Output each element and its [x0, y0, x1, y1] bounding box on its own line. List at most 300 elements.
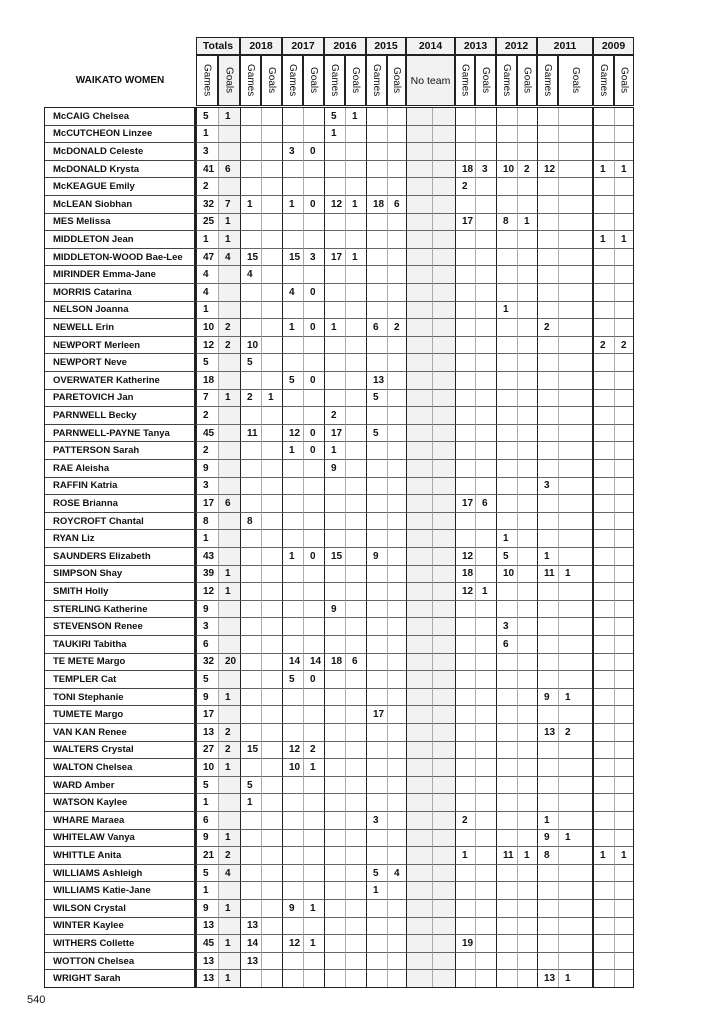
- column-group-y2016: 2016: [324, 37, 366, 55]
- cell-2014_b: [432, 512, 455, 531]
- cell-2011_gl: 1: [558, 688, 593, 707]
- cell-2012_gl: [517, 881, 537, 900]
- cell-2009_g: [593, 952, 614, 971]
- cell-2014_b: [432, 723, 455, 742]
- cell-totals_gl: 4: [218, 248, 240, 267]
- cell-2016_g: [324, 776, 345, 795]
- cell-totals_gl: 1: [218, 213, 240, 232]
- cell-2018_g: [240, 213, 261, 232]
- cell-2016_g: [324, 881, 345, 900]
- cell-2014_a: [406, 653, 432, 672]
- cell-2018_g: 15: [240, 248, 261, 267]
- cell-2009_gl: [614, 494, 634, 513]
- cell-2017_gl: 0: [303, 670, 324, 689]
- cell-2016_gl: [345, 529, 366, 548]
- player-name: McDONALD Celeste: [44, 142, 196, 161]
- cell-2016_g: [324, 758, 345, 777]
- cell-2014_b: [432, 969, 455, 988]
- cell-2016_g: [324, 512, 345, 531]
- cell-2013_gl: [475, 811, 496, 830]
- cell-2009_gl: [614, 670, 634, 689]
- cell-2009_gl: [614, 881, 634, 900]
- cell-2015_gl: [387, 424, 406, 443]
- cell-2018_gl: [261, 248, 282, 267]
- cell-2017_g: 3: [282, 142, 303, 161]
- subheader-y2011-games: [537, 55, 558, 106]
- cell-2018_gl: [261, 213, 282, 232]
- cell-2016_gl: 1: [345, 195, 366, 214]
- cell-2013_gl: [475, 142, 496, 161]
- cell-2014_b: [432, 318, 455, 337]
- cell-totals_gl: [218, 424, 240, 443]
- cell-2014_b: [432, 670, 455, 689]
- cell-2018_gl: [261, 424, 282, 443]
- cell-2012_g: [496, 125, 517, 144]
- cell-totals_g: 1: [196, 230, 218, 249]
- cell-2014_b: [432, 265, 455, 284]
- cell-2016_g: [324, 705, 345, 724]
- cell-2009_g: [593, 125, 614, 144]
- cell-2016_g: [324, 723, 345, 742]
- cell-2011_g: 3: [537, 477, 558, 496]
- cell-2018_g: 10: [240, 336, 261, 355]
- cell-2018_g: 4: [240, 265, 261, 284]
- cell-totals_g: 2: [196, 441, 218, 460]
- cell-2016_g: [324, 336, 345, 355]
- cell-2011_gl: [558, 142, 593, 161]
- cell-2015_g: [366, 477, 387, 496]
- cell-2016_g: [324, 582, 345, 601]
- cell-2013_gl: [475, 336, 496, 355]
- cell-2011_gl: [558, 705, 593, 724]
- cell-2011_g: [537, 265, 558, 284]
- cell-2015_gl: [387, 512, 406, 531]
- cell-2015_gl: 2: [387, 318, 406, 337]
- cell-2015_gl: [387, 406, 406, 425]
- cell-2009_g: [593, 424, 614, 443]
- cell-2014_a: [406, 283, 432, 302]
- cell-2014_a: [406, 406, 432, 425]
- cell-2012_gl: [517, 441, 537, 460]
- cell-2009_g: [593, 723, 614, 742]
- cell-2015_g: [366, 969, 387, 988]
- cell-totals_gl: [218, 635, 240, 654]
- cell-2018_gl: [261, 793, 282, 812]
- cell-2014_a: [406, 565, 432, 584]
- cell-2016_g: [324, 265, 345, 284]
- cell-2013_g: 18: [455, 160, 475, 179]
- cell-2018_gl: [261, 723, 282, 742]
- cell-2013_g: [455, 793, 475, 812]
- cell-2015_g: [366, 688, 387, 707]
- cell-2017_gl: [303, 160, 324, 179]
- cell-totals_gl: [218, 477, 240, 496]
- cell-2012_g: [496, 371, 517, 390]
- player-name: PARNWELL Becky: [44, 406, 196, 425]
- cell-totals_gl: 1: [218, 899, 240, 918]
- cell-2016_gl: [345, 635, 366, 654]
- cell-2011_g: [537, 582, 558, 601]
- cell-totals_gl: [218, 301, 240, 320]
- cell-2011_g: [537, 353, 558, 372]
- cell-2017_g: [282, 177, 303, 196]
- cell-2015_gl: [387, 177, 406, 196]
- cell-2016_g: 1: [324, 441, 345, 460]
- subheader-label: Goals: [521, 67, 533, 94]
- cell-2009_g: [593, 142, 614, 161]
- cell-2014_a: [406, 494, 432, 513]
- cell-2015_gl: [387, 741, 406, 760]
- cell-2016_g: [324, 283, 345, 302]
- cell-2018_g: 5: [240, 353, 261, 372]
- cell-2012_g: 6: [496, 635, 517, 654]
- cell-2015_gl: [387, 934, 406, 953]
- cell-2013_g: [455, 441, 475, 460]
- cell-totals_gl: [218, 793, 240, 812]
- cell-2012_gl: [517, 547, 537, 566]
- cell-2016_g: 17: [324, 424, 345, 443]
- cell-2016_gl: [345, 917, 366, 936]
- cell-2013_gl: [475, 653, 496, 672]
- cell-totals_gl: [218, 705, 240, 724]
- cell-2013_g: [455, 248, 475, 267]
- cell-2013_gl: [475, 248, 496, 267]
- cell-2009_gl: [614, 899, 634, 918]
- cell-2014_b: [432, 283, 455, 302]
- cell-2009_gl: [614, 653, 634, 672]
- subheader-y2013-games: [455, 55, 475, 106]
- player-name: NEWELL Erin: [44, 318, 196, 337]
- cell-2015_gl: [387, 547, 406, 566]
- cell-2013_g: [455, 512, 475, 531]
- cell-2011_gl: [558, 670, 593, 689]
- cell-2017_gl: 2: [303, 741, 324, 760]
- cell-2013_g: [455, 318, 475, 337]
- cell-2009_gl: [614, 512, 634, 531]
- player-name: WOTTON Chelsea: [44, 952, 196, 971]
- cell-totals_g: 9: [196, 459, 218, 478]
- cell-2015_g: [366, 934, 387, 953]
- cell-2017_gl: 14: [303, 653, 324, 672]
- cell-2012_g: [496, 952, 517, 971]
- cell-2017_gl: [303, 301, 324, 320]
- cell-totals_g: 8: [196, 512, 218, 531]
- cell-2013_g: [455, 917, 475, 936]
- cell-totals_g: 9: [196, 829, 218, 848]
- cell-2012_gl: [517, 811, 537, 830]
- cell-2012_gl: [517, 107, 537, 126]
- subheader-y2016-games: [324, 55, 345, 106]
- cell-2014_b: [432, 934, 455, 953]
- cell-2017_g: [282, 230, 303, 249]
- cell-2011_gl: 1: [558, 829, 593, 848]
- cell-2018_g: [240, 670, 261, 689]
- cell-2014_a: [406, 705, 432, 724]
- cell-totals_gl: 2: [218, 336, 240, 355]
- subheader-y2016-goals: [345, 55, 366, 106]
- cell-2015_gl: [387, 230, 406, 249]
- cell-2018_g: [240, 829, 261, 848]
- cell-2015_g: [366, 600, 387, 619]
- cell-totals_g: 13: [196, 952, 218, 971]
- cell-2012_gl: [517, 899, 537, 918]
- cell-2011_g: [537, 283, 558, 302]
- cell-2017_gl: 3: [303, 248, 324, 267]
- cell-2018_gl: [261, 142, 282, 161]
- cell-2013_g: 17: [455, 494, 475, 513]
- cell-2018_g: [240, 283, 261, 302]
- cell-2016_gl: [345, 142, 366, 161]
- cell-2015_gl: [387, 688, 406, 707]
- cell-2016_g: 17: [324, 248, 345, 267]
- cell-2009_gl: [614, 107, 634, 126]
- cell-2017_g: [282, 917, 303, 936]
- cell-2015_g: [366, 441, 387, 460]
- cell-2018_g: [240, 406, 261, 425]
- cell-2009_g: [593, 459, 614, 478]
- cell-2015_g: 17: [366, 705, 387, 724]
- cell-totals_g: 1: [196, 881, 218, 900]
- cell-2018_gl: [261, 846, 282, 865]
- cell-2013_gl: [475, 529, 496, 548]
- cell-2009_gl: [614, 600, 634, 619]
- cell-2012_gl: [517, 125, 537, 144]
- cell-totals_g: 2: [196, 406, 218, 425]
- cell-totals_gl: 1: [218, 582, 240, 601]
- cell-2018_g: [240, 582, 261, 601]
- cell-2012_g: [496, 705, 517, 724]
- cell-2018_g: [240, 705, 261, 724]
- cell-2017_gl: [303, 917, 324, 936]
- cell-2017_g: 1: [282, 441, 303, 460]
- cell-2014_b: [432, 952, 455, 971]
- cell-2013_gl: [475, 670, 496, 689]
- cell-totals_g: 10: [196, 758, 218, 777]
- column-group-y2015: 2015: [366, 37, 406, 55]
- cell-2017_g: [282, 864, 303, 883]
- cell-2014_a: [406, 776, 432, 795]
- cell-2015_gl: [387, 829, 406, 848]
- cell-2011_gl: [558, 811, 593, 830]
- cell-2018_gl: [261, 952, 282, 971]
- cell-2014_b: [432, 617, 455, 636]
- cell-2012_gl: [517, 177, 537, 196]
- cell-2011_g: [537, 512, 558, 531]
- cell-totals_gl: [218, 459, 240, 478]
- cell-totals_gl: [218, 917, 240, 936]
- cell-2012_gl: [517, 529, 537, 548]
- cell-2009_gl: [614, 705, 634, 724]
- cell-2017_g: [282, 723, 303, 742]
- cell-2011_gl: [558, 230, 593, 249]
- player-name: McCUTCHEON Linzee: [44, 125, 196, 144]
- cell-2013_g: [455, 705, 475, 724]
- cell-totals_g: 1: [196, 529, 218, 548]
- cell-2011_gl: [558, 741, 593, 760]
- cell-2013_gl: [475, 406, 496, 425]
- cell-2015_gl: [387, 917, 406, 936]
- cell-2014_b: [432, 600, 455, 619]
- cell-totals_g: 13: [196, 969, 218, 988]
- cell-2013_g: 2: [455, 811, 475, 830]
- cell-2012_g: [496, 670, 517, 689]
- subheader-label: Goals: [480, 67, 491, 94]
- cell-2012_g: 10: [496, 565, 517, 584]
- cell-2016_g: 5: [324, 107, 345, 126]
- cell-2017_g: 1: [282, 547, 303, 566]
- cell-2017_g: [282, 389, 303, 408]
- cell-2012_g: 10: [496, 160, 517, 179]
- cell-2017_gl: [303, 881, 324, 900]
- cell-2009_gl: [614, 934, 634, 953]
- cell-2015_g: [366, 301, 387, 320]
- cell-2017_g: [282, 705, 303, 724]
- cell-2016_gl: [345, 617, 366, 636]
- cell-totals_g: 9: [196, 600, 218, 619]
- cell-2015_g: [366, 494, 387, 513]
- cell-2015_gl: [387, 899, 406, 918]
- cell-2012_g: [496, 353, 517, 372]
- cell-2012_g: [496, 776, 517, 795]
- cell-totals_gl: 2: [218, 318, 240, 337]
- player-name: RYAN Liz: [44, 529, 196, 548]
- cell-2012_g: 3: [496, 617, 517, 636]
- cell-totals_g: 13: [196, 723, 218, 742]
- cell-2014_b: [432, 547, 455, 566]
- cell-2012_g: 1: [496, 529, 517, 548]
- cell-2016_gl: [345, 389, 366, 408]
- cell-2017_g: 10: [282, 758, 303, 777]
- cell-2011_g: [537, 213, 558, 232]
- cell-2015_gl: [387, 881, 406, 900]
- cell-2012_gl: [517, 600, 537, 619]
- cell-2018_g: 11: [240, 424, 261, 443]
- cell-2015_g: [366, 283, 387, 302]
- cell-2014_b: [432, 336, 455, 355]
- cell-2011_g: [537, 635, 558, 654]
- cell-2012_g: [496, 406, 517, 425]
- subheader-y2017-goals: [303, 55, 324, 106]
- cell-2013_g: [455, 723, 475, 742]
- cell-2017_g: [282, 406, 303, 425]
- cell-2018_g: [240, 477, 261, 496]
- cell-totals_g: 9: [196, 688, 218, 707]
- cell-2014_b: [432, 899, 455, 918]
- cell-2009_g: 2: [593, 336, 614, 355]
- cell-totals_gl: 7: [218, 195, 240, 214]
- cell-2011_gl: [558, 283, 593, 302]
- cell-2014_b: [432, 424, 455, 443]
- cell-2018_g: [240, 142, 261, 161]
- cell-2018_g: [240, 371, 261, 390]
- cell-2012_gl: [517, 336, 537, 355]
- cell-2009_gl: [614, 969, 634, 988]
- cell-totals_g: 45: [196, 934, 218, 953]
- cell-2009_gl: [614, 617, 634, 636]
- player-name: McLEAN Siobhan: [44, 195, 196, 214]
- cell-2013_g: [455, 776, 475, 795]
- cell-2009_g: [593, 917, 614, 936]
- cell-2012_gl: [517, 389, 537, 408]
- subheader-y2011-goals: [558, 55, 593, 106]
- cell-2013_gl: [475, 793, 496, 812]
- cell-2017_g: [282, 811, 303, 830]
- cell-2016_gl: [345, 899, 366, 918]
- player-name: McCAIG Chelsea: [44, 107, 196, 126]
- cell-2016_gl: [345, 371, 366, 390]
- cell-2015_gl: [387, 265, 406, 284]
- player-name: WHITELAW Vanya: [44, 829, 196, 848]
- cell-2013_g: [455, 635, 475, 654]
- cell-2011_gl: [558, 494, 593, 513]
- cell-2016_g: [324, 934, 345, 953]
- cell-2017_gl: [303, 705, 324, 724]
- player-name: TE METE Margo: [44, 653, 196, 672]
- cell-2011_g: [537, 917, 558, 936]
- cell-2014_b: [432, 635, 455, 654]
- cell-2014_b: [432, 477, 455, 496]
- player-name: MIDDLETON-WOOD Bae-Lee: [44, 248, 196, 267]
- cell-2013_g: [455, 424, 475, 443]
- cell-2018_g: [240, 301, 261, 320]
- cell-2017_gl: [303, 459, 324, 478]
- cell-2013_g: 2: [455, 177, 475, 196]
- cell-2012_g: [496, 811, 517, 830]
- cell-2011_g: [537, 142, 558, 161]
- cell-2015_g: [366, 758, 387, 777]
- player-name: WHITTLE Anita: [44, 846, 196, 865]
- player-name: McDONALD Krysta: [44, 160, 196, 179]
- cell-2009_gl: [614, 389, 634, 408]
- cell-2011_gl: [558, 177, 593, 196]
- cell-2009_gl: [614, 265, 634, 284]
- cell-2016_gl: 1: [345, 248, 366, 267]
- cell-2009_g: [593, 811, 614, 830]
- cell-2018_gl: [261, 565, 282, 584]
- cell-2013_gl: [475, 512, 496, 531]
- cell-2018_gl: [261, 230, 282, 249]
- cell-2017_g: [282, 688, 303, 707]
- cell-2014_a: [406, 600, 432, 619]
- cell-2018_gl: [261, 653, 282, 672]
- cell-2017_g: [282, 617, 303, 636]
- cell-2009_g: [593, 547, 614, 566]
- cell-2012_g: [496, 793, 517, 812]
- subheader-label: Games: [245, 64, 256, 97]
- cell-2014_b: [432, 829, 455, 848]
- cell-2013_gl: [475, 459, 496, 478]
- cell-2015_g: [366, 213, 387, 232]
- cell-2011_g: [537, 125, 558, 144]
- cell-2014_a: [406, 195, 432, 214]
- cell-2014_b: [432, 248, 455, 267]
- subheader-label: Goals: [570, 67, 581, 94]
- cell-2018_gl: [261, 107, 282, 126]
- subheader-label: Goals: [308, 67, 319, 94]
- cell-2009_gl: [614, 177, 634, 196]
- cell-2012_g: [496, 741, 517, 760]
- cell-totals_gl: 1: [218, 389, 240, 408]
- cell-2011_gl: [558, 389, 593, 408]
- cell-2012_gl: [517, 723, 537, 742]
- cell-2014_b: [432, 653, 455, 672]
- cell-2009_gl: [614, 441, 634, 460]
- cell-totals_gl: [218, 881, 240, 900]
- cell-2016_g: [324, 811, 345, 830]
- cell-2009_g: [593, 934, 614, 953]
- cell-2014_b: [432, 353, 455, 372]
- cell-2016_g: [324, 389, 345, 408]
